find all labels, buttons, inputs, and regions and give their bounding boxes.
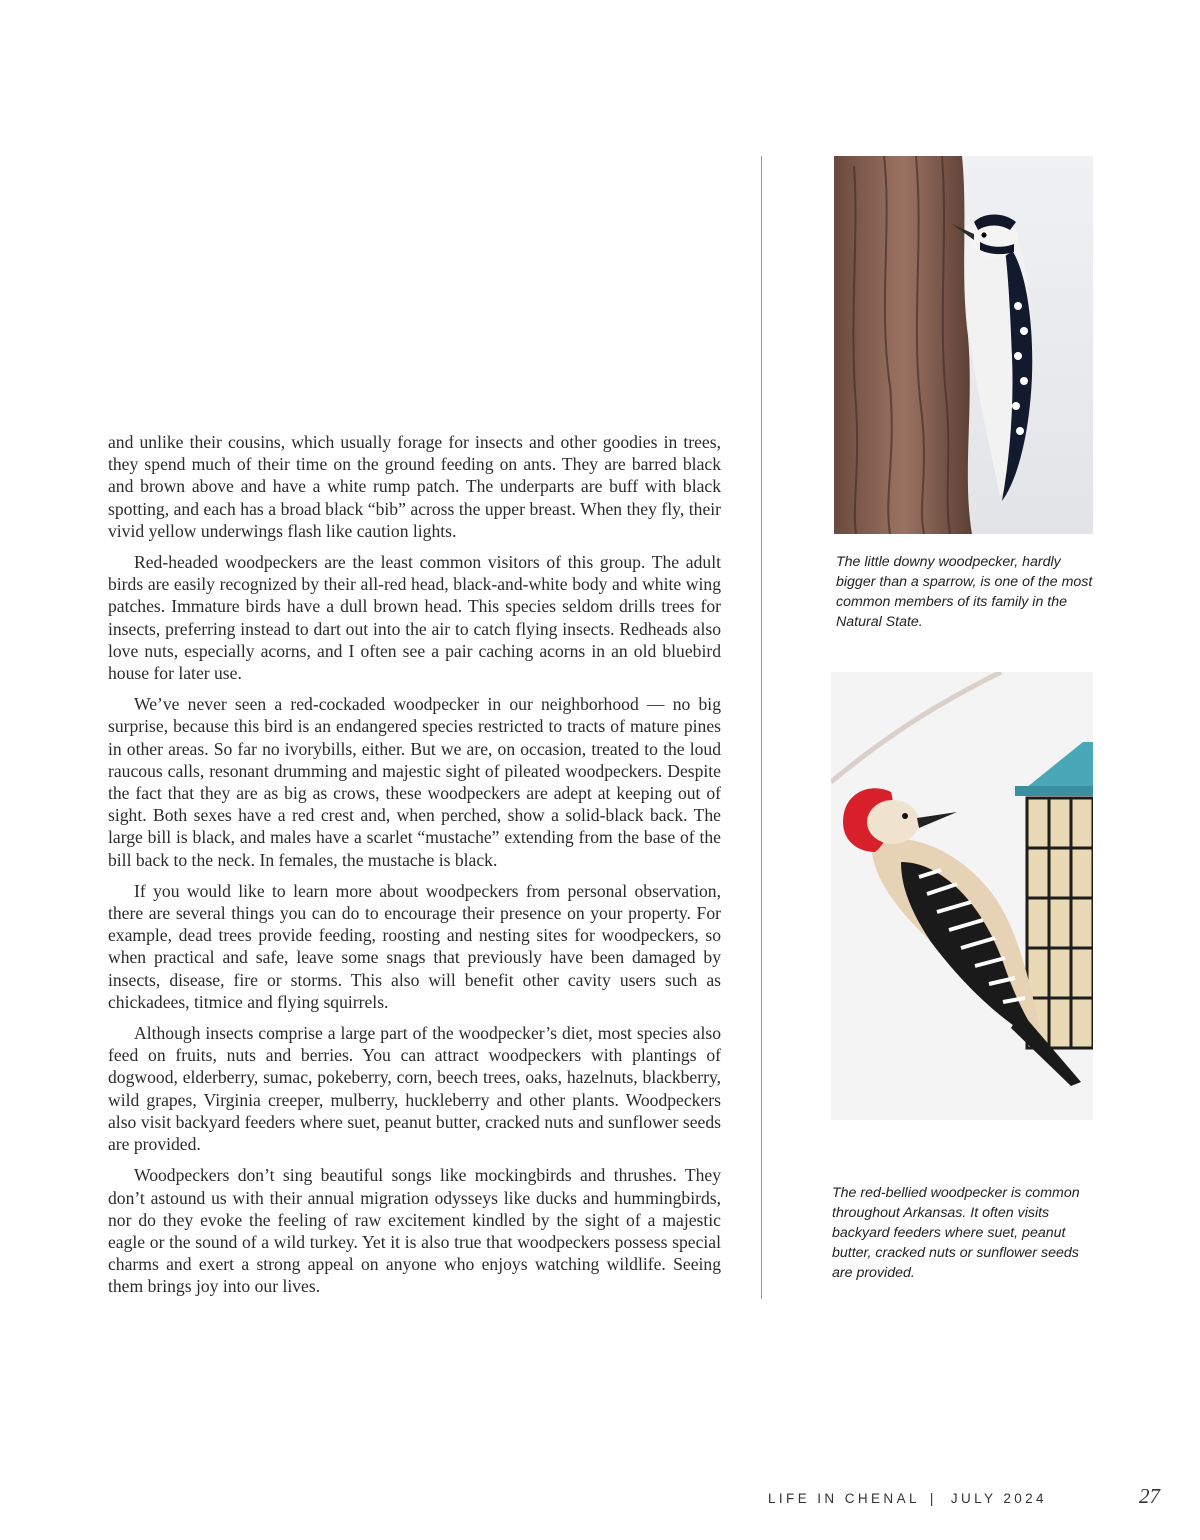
footer-separator: | xyxy=(929,1491,937,1506)
article-body xyxy=(108,431,721,1307)
article-paragraph-4: If you would like to learn more about woodpeckers from personal observation, there are several things you can do to encourage their presence on your property. For example, dead trees provide feeding, roosting and nesting sites for woodpeckers, so when practical and safe, leave some snags that previously have been damaged by insects, disease, fire or storms. This also will benefit other cavity users such as chickadees, titmice and flying squirrels. xyxy=(108,880,721,1012)
downy-woodpecker-photo xyxy=(834,156,1093,534)
article-paragraph-5: Although insects comprise a large part of the woodpecker’s diet, most species also feed on fruits, nuts and berries. You can attract woodpeckers with plantings of dogwood, elderberry, sumac, pokeberry, corn, beech trees, oaks, hazelnuts, blackberry, wild grapes, Virginia creeper, mulberry, huckleberry and other plants. Woodpeckers also visit backyard feeders where suet, peanut butter, cracked nuts and sunflower seeds are provided. xyxy=(108,1023,721,1155)
issue-date: JULY 2024 xyxy=(950,1491,1047,1506)
publication-name: LIFE IN CHENAL xyxy=(768,1491,920,1506)
column-divider xyxy=(761,156,762,1299)
page-footer xyxy=(768,1491,1047,1506)
article-paragraph-2: Red-headed woodpeckers are the least common visitors of this group. The adult birds are easily recognized by their all-red head, black-and-white body and white wing patches. Immature birds have a dull brown head. This species seldom drills trees for insects, preferring instead to dart out into the air to catch flying insects. Redheads also love nuts, especially acorns, and I often see a pair caching acorns in an old bluebird house for later use. xyxy=(108,552,721,684)
red-bellied-woodpecker-caption: The red-bellied woodpecker is common throughout Arkansas. It often visits backyard feeders where suet, peanut butter, cracked nuts or sunflower seeds are provided. xyxy=(832,1185,1080,1281)
article-paragraph-6: Woodpeckers don’t sing beautiful songs like mockingbirds and thrushes. They don’t astound us with their annual migration odysseys like ducks and hummingbirds, nor do they evoke the feeling of raw excitement kindled by the sight of a majestic eagle or the sound of a wild turkey. Yet it is also true that woodpeckers possess special charms and exert a strong appeal on anyone who enjoys watching wildlife. Seeing them brings joy into our lives. xyxy=(108,1165,721,1297)
article-paragraph-3: We’ve never seen a red-cockaded woodpecker in our neighborhood — no big surprise, because this bird is an endangered species restricted to tracts of mature pines in other areas. So far no ivorybills, either. But we are, on occasion, treated to the loud raucous calls, resonant drumming and majestic sight of pileated woodpeckers. Despite the fact that they are as big as crows, these woodpeckers are adept at keeping out of sight. Both sexes have a red crest and, when perched, show a solid-black back. The large bill is black, and males have a scarlet “mustache” extending from the base of the bill back to the neck. In females, the mustache is black. xyxy=(108,694,721,870)
page-number: 27 xyxy=(1139,1484,1160,1508)
article-paragraph-1: and unlike their cousins, which usually forage for insects and other goodies in trees, they spend much of their time on the ground feeding on ants. They are barred black and brown above and have a white rump patch. The underparts are buff with black spotting, and each has a broad black “bib” across the upper breast. When they fly, their vivid yellow underwings flash like caution lights. xyxy=(108,432,721,541)
red-bellied-woodpecker-photo xyxy=(831,672,1093,1120)
downy-woodpecker-caption: The little downy woodpecker, hardly bigger than a sparrow, is one of the most common members of its family in the Natural State. xyxy=(836,554,1093,630)
